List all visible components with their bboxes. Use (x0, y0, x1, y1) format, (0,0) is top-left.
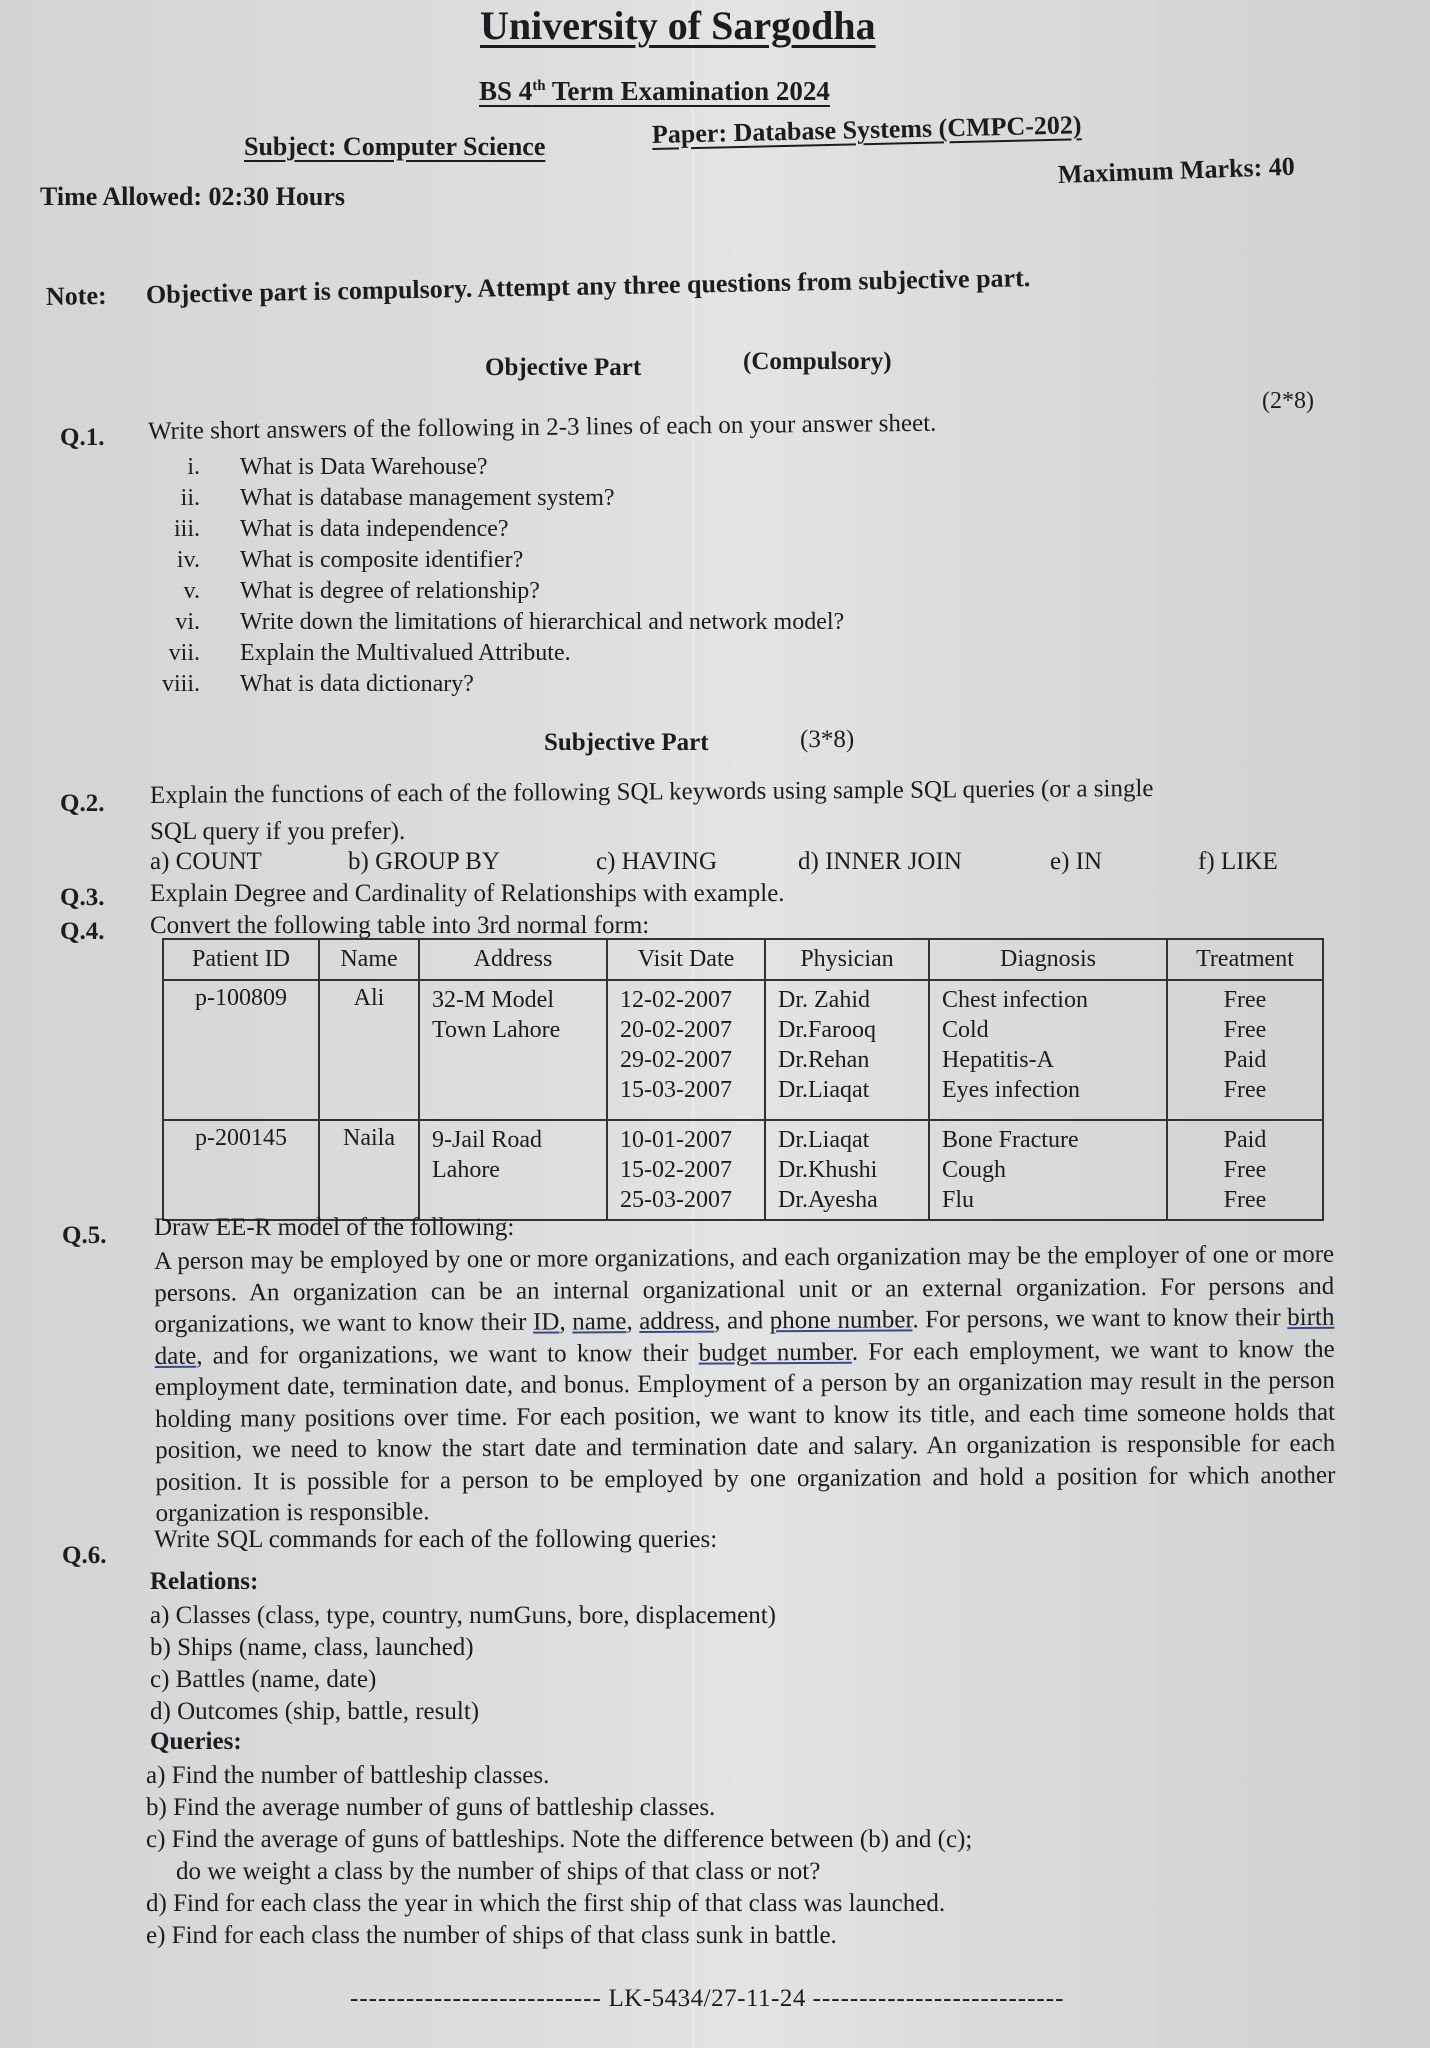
patient-table (162, 938, 1324, 1221)
q1-item: vi. Write down the limitations of hierarchical and network model? (175, 609, 845, 635)
q6-text: Write SQL commands for each of the following queries: (154, 1526, 718, 1553)
patient-table-wrap (162, 938, 1324, 1221)
q1-item: v. What is degree of relationship? (183, 578, 540, 604)
col-visit-date: Visit Date (607, 939, 765, 980)
underlined-phone-number: phone number (769, 1306, 913, 1335)
cell-diagnoses: Bone Fracture Cough Flu (929, 1120, 1167, 1220)
q1-item: viii. What is data dictionary? (161, 671, 474, 697)
cell-name: Naila (319, 1120, 419, 1220)
relation-item: a) Classes (class, type, country, numGuns, bore, displacement) (150, 1602, 777, 1629)
table-row (163, 980, 1323, 1120)
q1-item: iv. What is composite identifier? (176, 547, 524, 573)
cell-treatments: Paid Free Free (1167, 1120, 1323, 1220)
keyword-having: c) HAVING (596, 848, 718, 875)
q5-title: Draw EE-R model of the following: (154, 1214, 515, 1241)
q3-text: Explain Degree and Cardinality of Relationships with example. (150, 880, 785, 907)
q1-marks: (2*8) (1262, 388, 1314, 414)
q5-paragraph: A person may be employed by one or more organizations, and each organization may be the employer of one or more persons. An organization can be an internal organizational unit or an external organization. For persons and organizations, we want to know their ID, name, address, and phone number. For persons, we want to know their birth date, and for organizations, we want to know their budget number. For each employment, we want to know the employment date, termination date, and bonus. Employment of a person by an organization may result in the person holding many positions over time. For each position, we want to know its title, and each time someone holds that position, we need to know the start date and termination date and salary. An organization is responsible for each position. It is possible for a person to be employed by one organization and hold a position for which another organization is responsible. (154, 1240, 1336, 1527)
cell-physicians: Dr. Zahid Dr.Farooq Dr.Rehan Dr.Liaqat (765, 980, 929, 1120)
query-item: a) Find the number of battleship classes. (146, 1762, 550, 1789)
q1-item: vii. Explain the Multivalued Attribute. (168, 640, 571, 666)
cell-visit-dates: 10-01-2007 15-02-2007 25-03-2007 (607, 1120, 765, 1220)
col-treatment: Treatment (1167, 939, 1323, 980)
table-header-row (163, 939, 1323, 980)
exam-sup: th (532, 78, 546, 94)
table-row (163, 1120, 1323, 1220)
q1-item: ii. What is database management system? (180, 485, 615, 511)
underlined-id: ID (532, 1308, 560, 1336)
underlined-name: name (572, 1308, 627, 1336)
cell-diagnoses: Chest infection Cold Hepatitis-A Eyes infection (929, 980, 1167, 1120)
keyword-group-by: b) GROUP BY (348, 848, 500, 875)
q4-number: Q.4. (60, 918, 105, 945)
query-item-continued: do we weight a class by the number of ships of that class or not? (176, 1858, 821, 1885)
q1-text: Write short answers of the following in 2-3 lines of each on your answer sheet. (147, 409, 937, 445)
objective-tag: (Compulsory) (743, 348, 892, 375)
col-patient-id: Patient ID (163, 939, 319, 980)
keyword-like: f) LIKE (1198, 848, 1278, 875)
q2-line1: Explain the functions of each of the following SQL keywords using sample SQL queries (or a single (149, 774, 1154, 809)
paper-label: Paper: Database Systems (CMPC-202) (651, 110, 1082, 149)
cell-patient-id: p-100809 (163, 980, 319, 1120)
keyword-inner-join: d) INNER JOIN (798, 848, 962, 875)
q1-item: i. What is Data Warehouse? (187, 454, 488, 480)
max-marks: Maximum Marks: 40 (1057, 151, 1296, 189)
query-item: b) Find the average number of guns of battleship classes. (146, 1794, 716, 1821)
university-title: University of Sargodha (480, 3, 876, 48)
query-item: d) Find for each class the year in which the first ship of that class was launched. (146, 1890, 946, 1917)
q2-line2: SQL query if you prefer). (150, 818, 406, 845)
col-name: Name (319, 939, 419, 980)
exam-title (479, 76, 830, 107)
instructions-note (46, 263, 1031, 312)
q3-number: Q.3. (60, 884, 105, 911)
underlined-birth-date: birth date (154, 1303, 1335, 1370)
col-address: Address (419, 939, 607, 980)
paper-code: LK-5434/27-11-24 (608, 1985, 806, 2012)
time-allowed: Time Allowed: 02:30 Hours (40, 182, 346, 211)
relation-item: c) Battles (name, date) (150, 1666, 377, 1693)
keyword-count: a) COUNT (150, 848, 262, 875)
subjective-marks: (3*8) (800, 726, 855, 753)
relation-item: b) Ships (name, class, launched) (150, 1634, 474, 1661)
cell-address: 9-Jail Road Lahore (419, 1120, 607, 1220)
query-item: c) Find the average of guns of battleships. Note the difference between (b) and (c); (146, 1826, 973, 1853)
cell-address: 32-M Model Town Lahore (419, 980, 607, 1120)
cell-patient-id: p-200145 (163, 1120, 319, 1220)
col-diagnosis: Diagnosis (929, 939, 1167, 980)
relation-item: d) Outcomes (ship, battle, result) (150, 1698, 480, 1725)
q1-item: iii. What is data independence? (173, 516, 509, 542)
q5-number: Q.5. (62, 1222, 107, 1249)
q4-text: Convert the following table into 3rd normal form: (150, 912, 650, 939)
cell-physicians: Dr.Liaqat Dr.Khushi Dr.Ayesha (765, 1120, 929, 1220)
note-label: Note: (45, 280, 107, 311)
paper-code-footer: --------------------------- LK-5434/27-11-24 --------------------------- (350, 1985, 1065, 2012)
subject-label: Subject: Computer Science (244, 132, 546, 161)
keyword-in: e) IN (1050, 848, 1103, 875)
q1-number: Q.1. (60, 424, 105, 451)
exam-prefix: BS 4 (479, 76, 533, 106)
q6-number: Q.6. (62, 1542, 107, 1569)
note-text: Objective part is compulsory. Attempt any three questions from subjective part. (145, 263, 1031, 310)
query-item: e) Find for each class the number of ships of that class sunk in battle. (146, 1922, 837, 1949)
relations-list (150, 1600, 776, 1728)
q2-number: Q.2. (60, 790, 105, 817)
col-physician: Physician (765, 939, 929, 980)
queries-heading: Queries: (150, 1728, 242, 1755)
objective-heading: Objective Part (485, 354, 642, 381)
underlined-budget-number: budget number (698, 1338, 852, 1367)
cell-visit-dates: 12-02-2007 20-02-2007 29-02-2007 15-03-2007 (607, 980, 765, 1120)
relations-heading: Relations: (150, 1568, 259, 1595)
queries-list (146, 1760, 972, 1952)
cell-treatments: Free Free Paid Free (1167, 980, 1323, 1120)
q1-list (140, 452, 844, 700)
exam-suffix: Term Examination 2024 (545, 76, 830, 106)
q2-keywords (150, 848, 1278, 876)
underlined-address: address (639, 1307, 715, 1336)
cell-name: Ali (319, 980, 419, 1120)
subjective-heading: Subjective Part (544, 729, 709, 756)
